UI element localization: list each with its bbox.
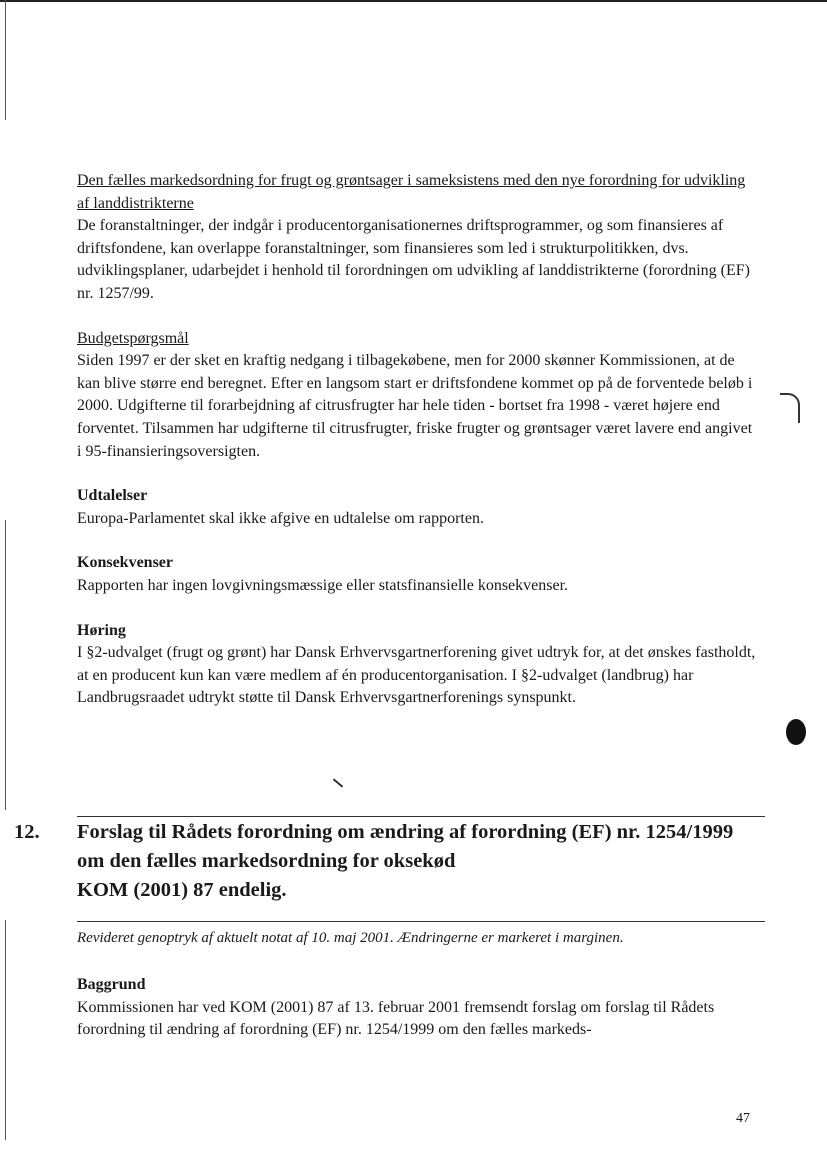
revised-note: Revideret genoptryk af aktuelt notat af 10. maj 2001. Ændringerne er markeret i marginen. [77,930,624,946]
margin-change-mark [780,393,800,423]
section-udtalelser [77,485,757,530]
section-paragraph: Rapporten har ingen lovgivningsmæssige eller statsfinansielle konsekvenser. [77,576,569,594]
section-budget [77,328,757,464]
section-paragraph: Europa-Parlamentet skal ikke afgive en udtalelse om rapporten. [77,509,484,527]
left-margin-line-3 [5,920,6,1140]
left-margin-line-2 [5,520,6,810]
section-hoering [77,620,757,710]
section-heading: Baggrund [77,976,146,993]
section-konsekvenser [77,552,757,597]
section-paragraph: Kommissionen har ved KOM (2001) 87 af 13. februar 2001 fremsendt forslag om forslag til Rådets forordning til ændring af forordning (EF) nr. 1254/1999 om den fælles markeds- [77,998,715,1039]
section-heading: Udtalelser [77,487,148,505]
document-body [77,170,757,732]
section-paragraph: De foranstaltninger, der indgår i producentorganisationernes driftsprogrammer, og som finansieres af driftsfondene, kan overlappe foranstaltninger, som finansieres som led i strukturpolitikken, dvs. udviklingsplaner, udarbejdet i henhold til forordningen om udvikling af landdistrikterne (forordning (EF) nr. 1257/99. [77,217,750,302]
margin-dot-mark [786,719,806,745]
title-rule-top [77,816,765,817]
section-heading: Budgetspørgsmål [77,329,189,347]
item-title-line-3: KOM (2001) 87 endelig. [77,879,287,901]
section-baggrund [77,974,757,1042]
item-title-line-1: Forslag til Rådets forordning om ændring af forordning (EF) nr. 1254/1999 [77,821,734,843]
title-rule-bottom [77,921,765,922]
section-heading: Høring [77,621,126,639]
item-number: 12. [14,821,40,843]
section-heading: Konsekvenser [77,554,173,572]
section-markedsordning [77,170,757,306]
item-title-line-2: om den fælles markedsordning for oksekød [77,850,456,872]
left-margin-line-1 [5,0,6,120]
scan-mark [333,778,343,787]
top-scan-edge [0,0,827,2]
page-number: 47 [736,1111,750,1126]
section-paragraph: I §2-udvalget (frugt og grønt) har Dansk Erhvervsgartnerforening givet udtryk for, at det ønskes fastholdt, at en producent kun kan være medlem af én producentorganisation. I §2-udvalget (landbrug) har Landbrugsraadet udtrykt støtte til Dansk Erhvervsgartnerforenings synspunkt. [77,644,756,707]
section-paragraph: Siden 1997 er der sket en kraftig nedgang i tilbagekøbene, men for 2000 skønner Kommissionen, at de kan blive større end beregnet. Efter en langsom start er driftsfondene kommet op på de forventede beløb i 2000. Udgifterne til forarbejdning af citrusfrugter har hele tiden - bortset fra 1998 - været højere end forventet. Tilsammen har udgifterne til citrusfrugter, friske frugter og grøntsager været lavere end angivet i 95-finansieringsoversigten. [77,352,753,460]
item-title [77,818,777,905]
section-heading: Den fælles markedsordning for frugt og grøntsager i sameksistens med den nye forordning for udvikling af landdistrikterne [77,172,746,212]
